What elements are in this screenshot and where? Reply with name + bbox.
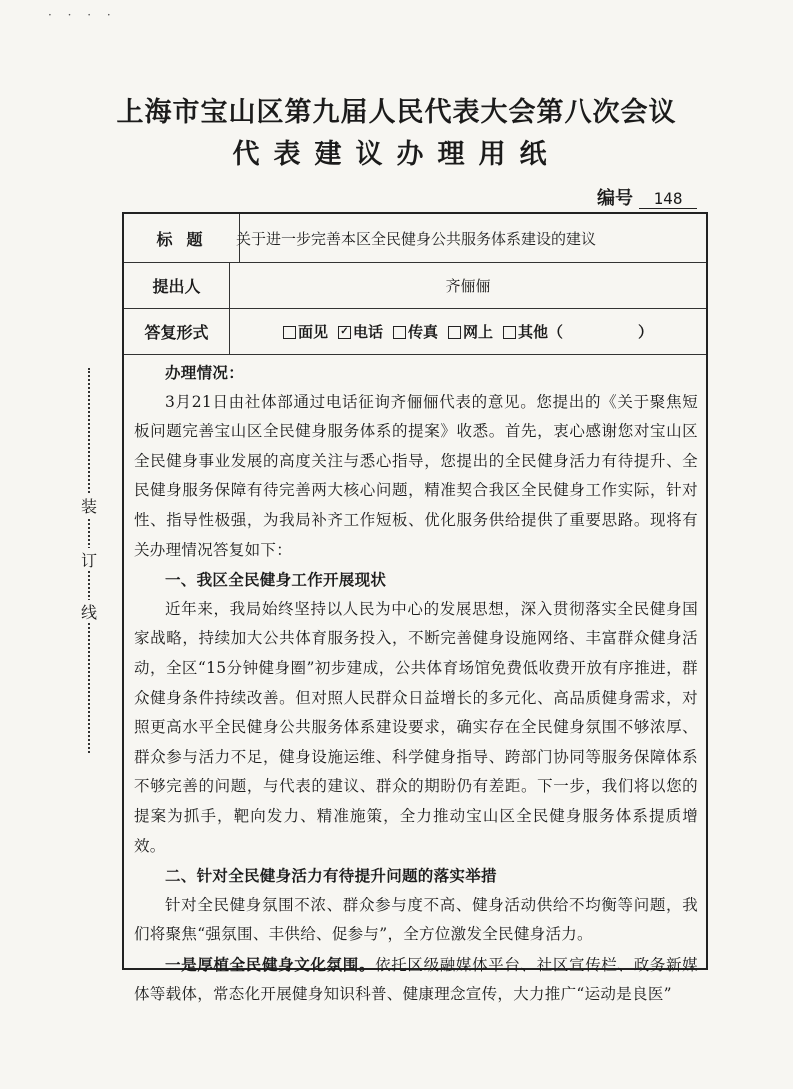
- reply-option-label: 传真: [407, 322, 438, 341]
- section-heading-1: 一、我区全民健身工作开展现状: [165, 570, 387, 590]
- proposal-form: [122, 212, 708, 1004]
- serial-label: 编号: [597, 188, 633, 209]
- serial-number-field: [597, 184, 697, 210]
- checkbox-icon[interactable]: [448, 326, 461, 339]
- title-label: 标题: [124, 214, 240, 262]
- reply-method-row: [124, 308, 706, 355]
- proposer-row: [124, 262, 706, 309]
- bold-lead: 一是厚植全民健身文化氛围。: [165, 954, 376, 974]
- reply-option-online[interactable]: [448, 321, 493, 342]
- handling-status-section: [124, 354, 706, 1004]
- reply-option-other[interactable]: [503, 321, 653, 342]
- section-heading-2: 二、针对全民健身活力有待提升问题的落实举措: [165, 866, 497, 886]
- reply-option-phone[interactable]: [338, 321, 383, 342]
- reply-option-fax[interactable]: [393, 321, 438, 342]
- body-paragraph: 针对全民健身氛围不浓、群众参与度不高、健身活动供给不均衡等问题，我们将聚焦“强氛围、丰供给、促参与”，全方位激发全民健身活力。: [134, 895, 698, 944]
- document-title: 上海市宝山区第九届人民代表大会第八次会议: [116, 97, 677, 128]
- body-paragraph: 3月21日由社体部通过电话征询齐俪俪代表的意见。您提出的《关于聚焦短板问题完善宝山区全民健身服务体系的提案》收悉。首先，衷心感谢您对宝山区全民健身事业发展的高度关注与悉心指导，您提出的全民健身活力有待提升、全民健身服务保障有待完善两大核心问题，精准契合我区全民健身工作实际，针对性、指导性极强，为我局补齐工作短板、优化服务供给提供了重要思路。现将有关办理情况答复如下：: [134, 392, 698, 559]
- paragraph-text: 依托区级融媒体平台、社区宣传栏、政务新媒体等载体，常态化开展健身知识科普、健康理念宣传，大力推广“运动是良医”: [134, 955, 698, 1004]
- reply-option-in-person[interactable]: [283, 321, 328, 342]
- handling-status-heading: 办理情况：: [165, 363, 245, 382]
- body-paragraph: 近年来，我局始终坚持以人民为中心的发展思想，深入贯彻落实全民健身国家战略，持续加大公共体育服务投入，不断完善健身设施网络、丰富群众健身活动，全区“15分钟健身圈”初步建成，公共体育场馆免费低收费开放有序推进，群众健身条件持续改善。但对照人民群众日益增长的多元化、高品质健身需求，对照更高水平全民健身公共服务体系建设要求，确实存在全民健身氛围不够浓厚、群众参与活力不足，健身设施运维、科学健身指导、跨部门协同等服务保障体系不够完善的问题，与代表的建议、群众的期盼仍有差距。下一步，我们将以您的提案为抓手，靶向发力、精准施策，全力推动宝山区全民健身服务体系提质增效。: [134, 599, 698, 855]
- checkbox-icon[interactable]: [283, 326, 296, 339]
- reply-option-label: 面见: [297, 322, 328, 341]
- body-paragraph: [134, 950, 698, 1010]
- reply-method-options: [230, 308, 706, 354]
- title-row: [124, 214, 706, 263]
- proposer-label: 提出人: [124, 262, 230, 308]
- checkbox-icon[interactable]: [393, 326, 406, 339]
- reply-method-label: 答复形式: [124, 308, 230, 354]
- reply-option-label: 其他（ ）: [518, 322, 654, 341]
- serial-number: 148: [639, 189, 697, 209]
- title-value: 关于进一步完善本区全民健身公共服务体系建设的建议: [236, 229, 597, 248]
- reply-option-label: 电话: [352, 322, 383, 341]
- scan-marks: · · · ·: [48, 8, 117, 22]
- binding-char-ding: 订: [78, 548, 100, 571]
- checkbox-icon[interactable]: [503, 326, 516, 339]
- document-subtitle: 代表建议办理用纸: [232, 139, 561, 170]
- checked-checkbox-icon[interactable]: ✓: [338, 326, 351, 339]
- proposer-value: 齐俪俪: [445, 276, 491, 295]
- binding-char-zhuang: 装: [78, 494, 100, 517]
- binding-char-xian: 线: [78, 600, 100, 623]
- reply-option-label: 网上: [463, 322, 494, 341]
